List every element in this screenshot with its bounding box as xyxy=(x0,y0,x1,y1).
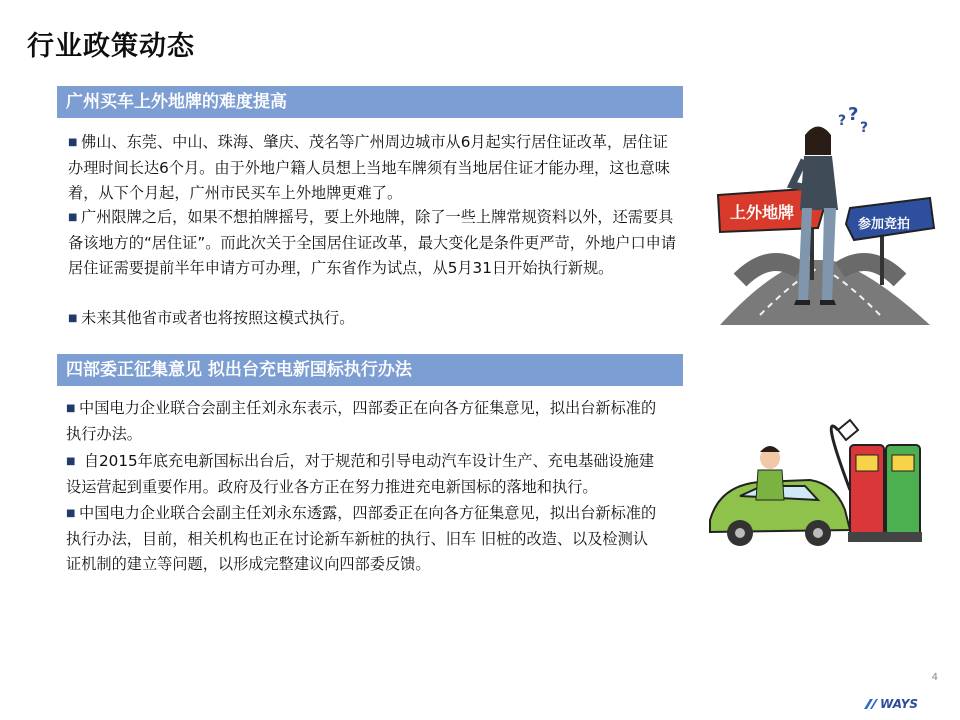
section2-heading: 四部委正征集意见 拟出台充电新国标执行办法 xyxy=(57,354,683,386)
svg-text:?: ? xyxy=(838,113,847,129)
section2-paragraph-2: ■ 自2015年底充电新国标出台后，对于规范和引导电动汽车设计生产、充电基础设施建设运营起到重要作用。政府及行业各方正在努力推进充电新国标的落地和执行。 xyxy=(66,449,662,500)
sign-right-text: 参加竞拍 xyxy=(858,217,911,232)
ev-charging-illustration xyxy=(700,400,940,570)
bullet-square-icon: ■ xyxy=(68,137,78,148)
bullet-square-icon: ■ xyxy=(68,313,78,324)
page-number: 4 xyxy=(931,672,938,683)
ways-logo-icon xyxy=(864,698,878,710)
section2-paragraph-3: ■ 中国电力企业联合会副主任刘永东透露，四部委正在向各方征集意见，拟出台新标准的执行办法，目前，相关机构也正在讨论新车新桩的执行、旧车 旧桩的改造、以及检测认证机制的建立等问题，以形成完整建议向四部委反馈。 xyxy=(66,501,662,578)
section2-paragraph-1: ■ 中国电力企业联合会副主任刘永东表示，四部委正在向各方征集意见，拟出台新标准的执行办法。 xyxy=(66,396,662,447)
bullet-square-icon: ■ xyxy=(66,508,76,519)
crossroads-illustration xyxy=(700,100,940,340)
bullet-square-icon: ■ xyxy=(68,212,78,223)
section1-paragraph-2: ■ 广州限牌之后，如果不想拍牌摇号，要上外地牌，除了一些上牌常规资料以外，还需要具备该地方的“居住证”。而此次关于全国居住证改革，最大变化是条件更严苛，外地户口申请居住证需要提前半年申请方可办理，广东省作为试点，从5月31日开始执行新规。 xyxy=(68,205,680,282)
section1-paragraph-3: ■ 未来其他省市或者也将按照这模式执行。 xyxy=(68,306,680,332)
bullet-square-icon: ■ xyxy=(66,403,76,414)
section1-heading: 广州买车上外地牌的难度提高 xyxy=(57,86,683,118)
company-logo-text: WAYS xyxy=(880,697,919,711)
page-title: 行业政策动态 xyxy=(27,31,195,62)
bullet-square-icon: ■ xyxy=(66,456,76,467)
svg-text:?: ? xyxy=(848,104,859,125)
section1-paragraph-1: ■ 佛山、东莞、中山、珠海、肇庆、茂名等广州周边城市从6月起实行居住证改革，居住证办理时间长达6个月。由于外地户籍人员想上当地车牌须有当地居住证才能办理，这也意味着，从下个月起，广州市民买车上外地牌更难了。 xyxy=(68,130,680,207)
svg-text:?: ? xyxy=(860,120,869,136)
sign-left-text: 上外地牌 xyxy=(730,203,795,222)
